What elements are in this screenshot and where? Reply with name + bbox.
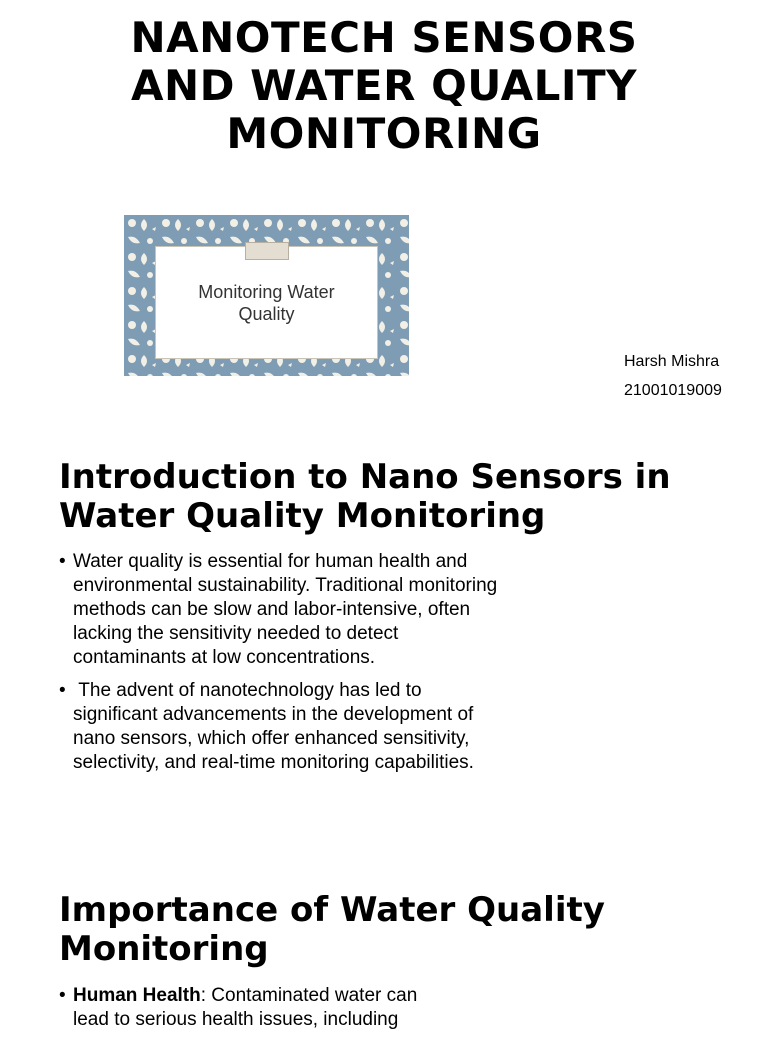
author-block	[624, 351, 722, 409]
list-item	[59, 550, 509, 670]
thumbnail-card-text: Monitoring Water Quality	[198, 281, 335, 324]
bullet-text: Water quality is essential for human health and environmental sustainability. Traditional monitoring methods can be slow and labor-intensive, often lacking the sensitivity needed to detect contaminants at low concentrations.	[73, 551, 498, 668]
title-line: MONITORING	[226, 109, 542, 158]
document-title	[0, 14, 768, 158]
intro-heading: Introduction to Nano Sensors in Water Quality Monitoring	[59, 457, 671, 536]
list-item	[59, 679, 509, 775]
bullet-icon: •	[59, 680, 66, 701]
importance-bullet-list	[59, 984, 449, 1041]
bullet-term: Human Health	[73, 985, 201, 1006]
thumbnail-card	[155, 246, 378, 359]
title-slide-thumbnail	[124, 215, 409, 376]
bullet-text: The advent of nanotechnology has led to significant advancements in the development of nano sensors, which offer enhanced sensitivity, selectivity, and real-time monitoring capabilities.	[73, 680, 479, 773]
bullet-icon: •	[59, 551, 66, 572]
intro-bullet-list	[59, 550, 509, 784]
author-name: Harsh Mishra	[624, 353, 720, 370]
title-line: AND WATER QUALITY	[130, 61, 638, 110]
tape-decoration	[245, 242, 289, 260]
author-id: 21001019009	[624, 382, 722, 399]
title-line: NANOTECH SENSORS	[130, 13, 638, 62]
importance-heading: Importance of Water Quality Monitoring	[59, 890, 605, 969]
bullet-text: : Contaminated water can lead to serious health issues, including	[73, 985, 418, 1030]
list-item	[59, 984, 449, 1032]
bullet-icon: •	[59, 985, 66, 1006]
